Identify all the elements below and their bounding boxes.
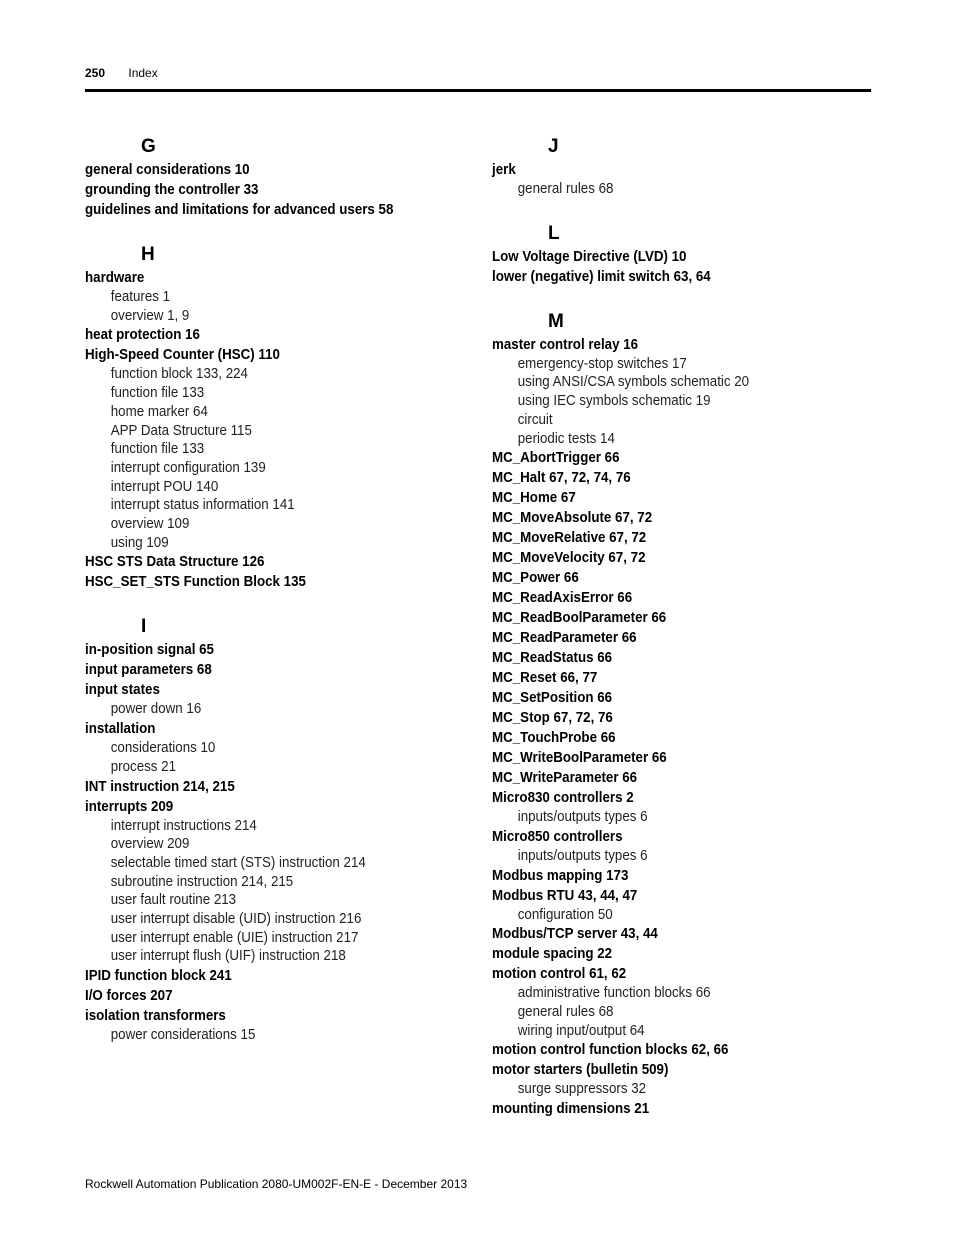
index-entry: MC_ReadStatus 66 [492, 650, 613, 667]
index-entry: MC_WriteParameter 66 [492, 770, 638, 787]
index-subentry: periodic tests 14 [517, 430, 615, 447]
index-subentry: home marker 64 [110, 403, 208, 420]
index-subentry: using IEC symbols schematic 19 [517, 393, 711, 410]
index-subentry: overview 109 [110, 516, 190, 533]
index-subentry: function file 133 [110, 441, 205, 458]
index-entry: IPID function block 241 [85, 968, 232, 985]
index-entry: lower (negative) limit switch 63, 64 [492, 268, 711, 285]
index-entry: isolation transformers [85, 1008, 226, 1025]
index-subentry: configuration 50 [517, 906, 613, 923]
index-subentry: APP Data Structure 115 [110, 422, 252, 439]
index-subentry: interrupt status information 141 [110, 497, 295, 514]
section-letter: I [141, 616, 147, 638]
index-entry: HSC_SET_STS Function Block 135 [85, 574, 306, 591]
index-entry: input states [85, 682, 160, 699]
index-entry: general considerations 10 [85, 162, 250, 178]
section-gap [85, 592, 485, 614]
index-entry: grounding the controller 33 [85, 182, 259, 198]
index-entry: mounting dimensions 21 [492, 1101, 650, 1118]
index-entry: MC_WriteBoolParameter 66 [492, 750, 667, 767]
index-subentry: power down 16 [110, 701, 202, 718]
index-subentry: inputs/outputs types 6 [517, 847, 648, 864]
index-entry: High-Speed Counter (HSC) 110 [85, 347, 280, 364]
index-entry: MC_Halt 67, 72, 74, 76 [492, 470, 631, 487]
index-subentry: surge suppressors 32 [517, 1081, 647, 1098]
index-subentry: selectable timed start (STS) instruction 214 [110, 854, 366, 871]
index-entry: installation [85, 721, 156, 738]
index-subentry: user interrupt flush (UIF) instruction 218 [110, 948, 346, 965]
section-letter: H [141, 244, 155, 265]
publication-footer: Rockwell Automation Publication 2080-UM002F-EN-E - December 2013 [85, 1177, 468, 1191]
index-entry: MC_SetPosition 66 [492, 690, 613, 707]
index-entry: Modbus RTU 43, 44, 47 [492, 887, 638, 904]
index-subentry: general rules 68 [517, 181, 614, 197]
index-entry: hardware [85, 270, 145, 286]
index-subentry: circuit [517, 411, 553, 428]
index-entry: interrupts 209 [85, 798, 174, 815]
index-entry: Micro830 controllers 2 [492, 790, 634, 807]
index-subentry: overview 1, 9 [110, 307, 190, 324]
index-entry: in-position signal 65 [85, 642, 214, 659]
section-title: Index [128, 66, 158, 80]
index-subentry: emergency-stop switches 17 [517, 355, 687, 372]
index-subentry: subroutine instruction 214, 215 [110, 873, 294, 890]
section-gap [85, 220, 485, 242]
index-entry: Micro850 controllers [492, 828, 623, 845]
index-entry: I/O forces 207 [85, 988, 173, 1005]
index-subentry: interrupt POU 140 [110, 478, 219, 495]
section-gap [492, 199, 872, 221]
index-section-g [85, 134, 485, 220]
index-subentry: user fault routine 213 [110, 892, 237, 909]
index-subentry: considerations 10 [110, 740, 216, 757]
index-entry: module spacing 22 [492, 946, 613, 963]
index-entry: guidelines and limitations for advanced users 58 [85, 202, 394, 218]
index-subentry: function block 133, 224 [110, 366, 248, 383]
index-entry: motion control function blocks 62, 66 [492, 1042, 729, 1059]
index-entry: MC_ReadParameter 66 [492, 630, 637, 647]
index-entry: HSC STS Data Structure 126 [85, 554, 265, 571]
index-entry: Modbus mapping 173 [492, 867, 629, 884]
section-letter: L [548, 222, 560, 244]
index-subentry: function file 133 [110, 385, 205, 402]
index-entry: MC_Home 67 [492, 490, 576, 507]
index-entry: MC_AbortTrigger 66 [492, 450, 620, 467]
index-subentry: overview 209 [110, 836, 190, 853]
index-section-h [85, 242, 485, 592]
index-section-m [492, 309, 872, 1119]
index-section-j [492, 134, 872, 199]
index-subentry: interrupt configuration 139 [110, 459, 266, 476]
index-entry: Modbus/TCP server 43, 44 [492, 926, 658, 943]
index-entry: master control relay 16 [492, 336, 639, 353]
index-section-i [85, 614, 485, 1044]
index-entry: MC_TouchProbe 66 [492, 730, 616, 747]
index-subentry: using ANSI/CSA symbols schematic 20 [517, 374, 750, 391]
index-entry: MC_Stop 67, 72, 76 [492, 710, 613, 727]
index-entry: MC_MoveRelative 67, 72 [492, 530, 647, 547]
index-entry: INT instruction 214, 215 [85, 778, 235, 795]
index-entry: MC_Power 66 [492, 570, 579, 587]
index-entry: MC_ReadAxisError 66 [492, 590, 633, 607]
index-entry: motor starters (bulletin 509) [492, 1062, 669, 1079]
index-column-left [85, 134, 485, 1045]
index-subentry: user interrupt disable (UID) instruction 216 [110, 911, 362, 928]
index-subentry: features 1 [110, 289, 171, 305]
index-subentry: wiring input/output 64 [517, 1022, 645, 1039]
index-subentry: interrupt instructions 214 [110, 817, 257, 834]
index-entry: jerk [492, 162, 516, 178]
index-entry: MC_Reset 66, 77 [492, 670, 598, 687]
section-letter: J [548, 136, 559, 157]
page-header [85, 66, 158, 80]
index-entry: MC_MoveAbsolute 67, 72 [492, 510, 653, 527]
section-gap [492, 287, 872, 309]
index-subentry: using 109 [110, 534, 169, 551]
index-column-right [492, 134, 872, 1119]
index-subentry: administrative function blocks 66 [517, 985, 711, 1002]
index-subentry: user interrupt enable (UIE) instruction 217 [110, 929, 359, 946]
index-entry: motion control 61, 62 [492, 966, 627, 983]
header-rule [85, 89, 871, 92]
index-subentry: inputs/outputs types 6 [517, 809, 648, 826]
index-entry: MC_MoveVelocity 67, 72 [492, 550, 646, 567]
section-letter: G [141, 136, 156, 157]
index-subentry: general rules 68 [517, 1004, 614, 1021]
index-entry: input parameters 68 [85, 662, 212, 679]
index-section-l [492, 221, 872, 287]
index-entry: Low Voltage Directive (LVD) 10 [492, 248, 687, 265]
index-subentry: power considerations 15 [110, 1027, 256, 1044]
page-number: 250 [85, 66, 106, 80]
index-subentry: process 21 [110, 758, 177, 775]
index-entry: MC_ReadBoolParameter 66 [492, 610, 667, 627]
index-entry: heat protection 16 [85, 327, 200, 344]
section-letter: M [548, 310, 564, 332]
